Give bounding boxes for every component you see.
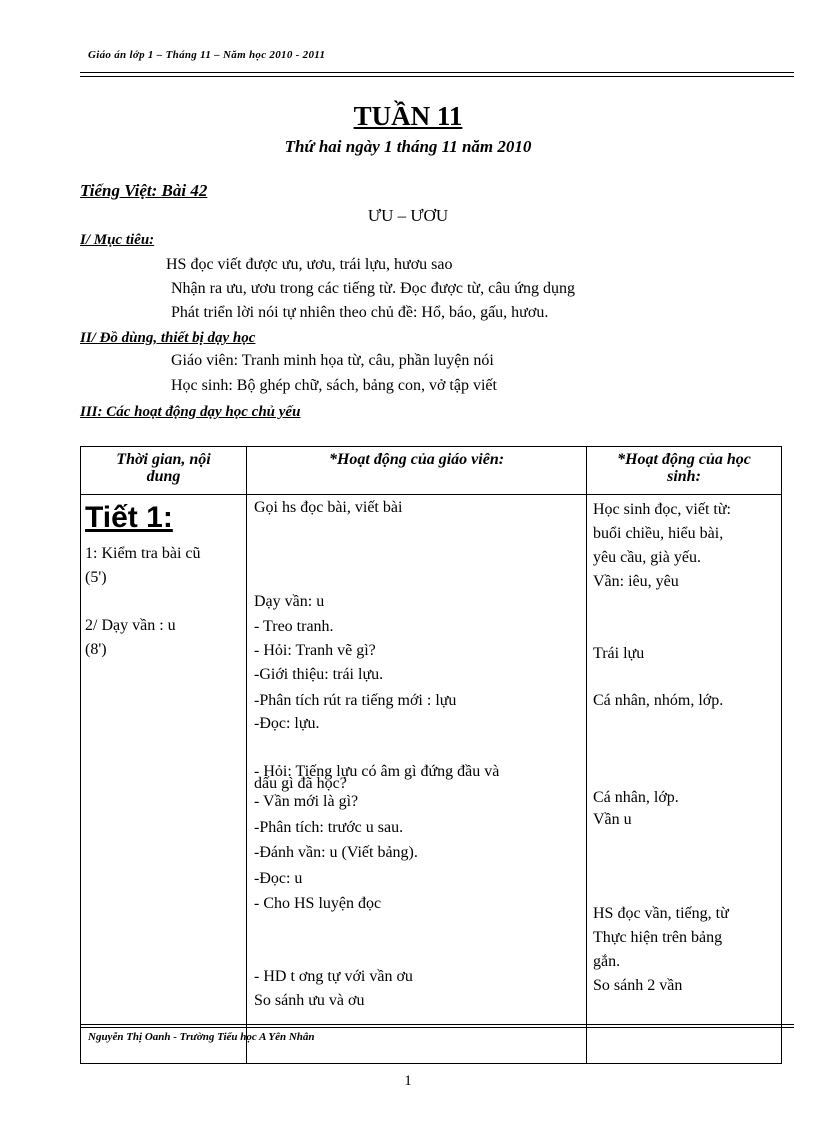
col1-line: (5') (85, 569, 107, 586)
header-rule (80, 72, 794, 73)
student-line: HS đọc vần, tiếng, từ (593, 905, 729, 922)
header-teacher-activity (247, 447, 587, 495)
materials-item: Học sinh: Bộ ghép chữ, sách, bảng con, vở tập viết (171, 377, 497, 394)
rhyme-title: ƯU – ƯƠU (367, 206, 449, 225)
teacher-line: -Phân tích rút ra tiếng mới : lựu (254, 692, 457, 709)
student-line: gắn. (593, 953, 621, 970)
student-line: So sánh 2 vần (593, 977, 683, 994)
footer-rule-double (80, 1027, 794, 1028)
week-title (0, 101, 816, 132)
student-line: Vần: iêu, yêu (593, 573, 679, 590)
teacher-line: - Vần mới là gì? (254, 793, 359, 810)
student-line: Học sinh đọc, viết từ: (593, 501, 731, 518)
page-header: Giáo án lớp 1 – Tháng 11 – Năm học 2010 - 2011 (88, 49, 326, 61)
materials-item: Giáo viên: Tranh minh họa từ, câu, phần luyện nói (171, 352, 494, 369)
objectives-heading: I/ Mục tiêu: (80, 232, 155, 248)
student-line: Thực hiện trên bảng (593, 929, 723, 946)
col1-line: 1: Kiểm tra bài cũ (85, 545, 201, 562)
student-line: Trái lựu (593, 645, 645, 662)
header-student-activity-text: *Hoạt động của học sinh: (617, 451, 751, 485)
teacher-line: -Giới thiệu: trái lựu. (254, 666, 384, 683)
header-time-content (81, 447, 247, 495)
header-time-content-text: Thời gian, nội dung (116, 451, 211, 485)
objective-item: HS đọc viết được ưu, ươu, trái lựu, hươu sao (166, 256, 453, 273)
student-line: buổi chiều, hiểu bài, (593, 525, 724, 542)
page-number: 1 (404, 1073, 412, 1089)
header-teacher-activity-text: *Hoạt động của giáo viên: (328, 451, 505, 468)
teacher-line: -Đọc: lựu. (254, 715, 320, 732)
student-line: Vần u (593, 811, 632, 828)
col1-line: (8') (85, 641, 107, 658)
col1-line: 2/ Dạy vần : u (85, 617, 176, 634)
teacher-line: - HD t ơng tự với vần ơu (254, 968, 413, 985)
page-footer: Nguyễn Thị Oanh - Trường Tiểu học A Yên Nhân (88, 1031, 315, 1043)
teacher-line: -Đọc: u (254, 870, 303, 887)
lesson-date: Thứ hai ngày 1 tháng 11 năm 2010 (284, 137, 532, 156)
teacher-line: -Đánh vần: u (Viết bảng). (254, 844, 418, 861)
teacher-line: Gọi hs đọc bài, viết bài (254, 499, 403, 516)
tiet-label: Tiết 1: (85, 501, 173, 534)
teacher-line: So sánh ưu và ơu (254, 992, 365, 1009)
table-body-row (81, 495, 782, 1064)
teacher-line: - Hỏi: Tranh vẽ gì? (254, 642, 376, 659)
materials-heading: II/ Đồ dùng, thiết bị dạy học (80, 330, 256, 346)
student-activity-cell (587, 495, 782, 1064)
week-title-text: TUẦN 11 (353, 101, 463, 131)
teacher-line: Dạy vần: u (254, 593, 325, 610)
teacher-line: - Cho HS luyện đọc (254, 895, 382, 912)
activities-heading: III: Các hoạt động dạy học chủ yếu (80, 404, 301, 420)
table-header-row (81, 447, 782, 495)
teacher-line: -Phân tích: trước u sau. (254, 819, 404, 836)
lesson-subject: Tiếng Việt: Bài 42 (80, 181, 208, 200)
lesson-plan-table (80, 446, 782, 1064)
teacher-line: - Hỏi: Tiếng lựu có âm gì đứng đầu và (254, 763, 500, 780)
student-line: Cá nhân, nhóm, lớp. (593, 692, 724, 709)
student-line: yêu cầu, già yếu. (593, 549, 701, 566)
student-line: Cá nhân, lớp. (593, 789, 679, 806)
teacher-line: - Treo tranh. (254, 618, 334, 635)
header-rule-double (80, 76, 794, 77)
objective-item: Phát triển lời nói tự nhiên theo chủ đề: Hổ, báo, gấu, hươu. (171, 304, 549, 321)
teacher-line: dấu gì đã học? (254, 775, 347, 792)
header-student-activity (587, 447, 782, 495)
objective-item: Nhận ra ưu, ươu trong các tiếng từ. Đọc được từ, câu ứng dụng (171, 280, 575, 297)
time-content-cell (81, 495, 247, 1064)
teacher-activity-cell (247, 495, 587, 1064)
footer-rule (80, 1024, 794, 1025)
